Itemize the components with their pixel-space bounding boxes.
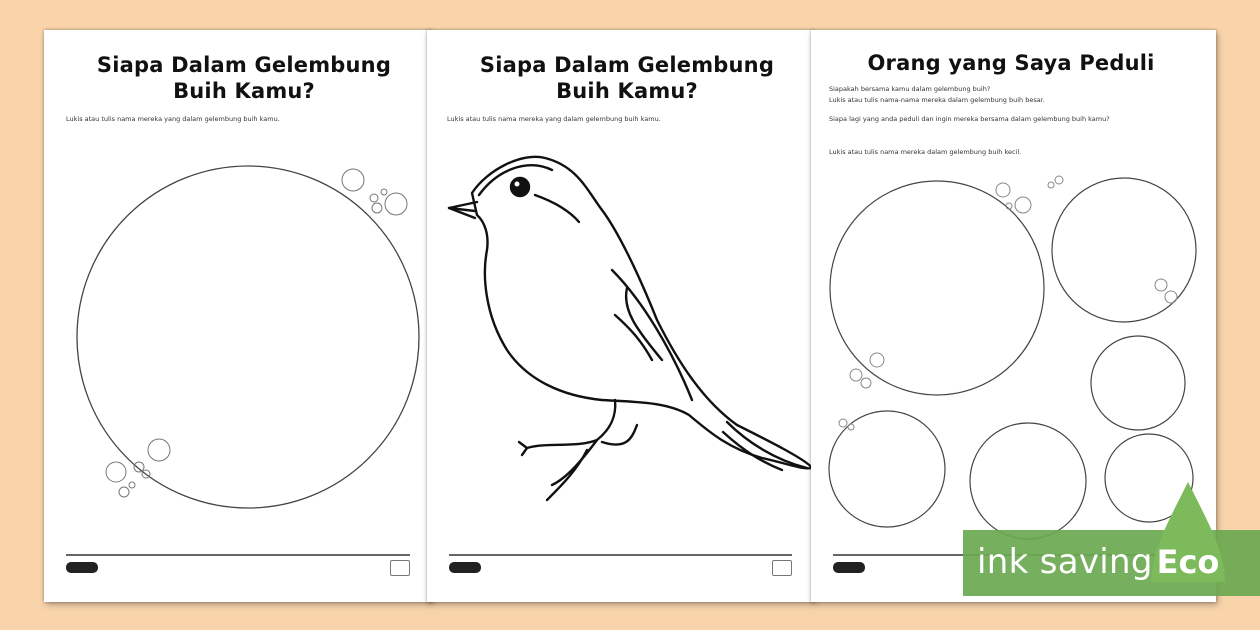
small-bubbles-cluster <box>839 176 1177 430</box>
bubble-drawing-area <box>44 30 432 602</box>
page-title: Orang yang Saya Peduli <box>867 51 1155 75</box>
robin-bird-illustration <box>427 30 814 602</box>
twinkl-logo <box>66 562 98 573</box>
medium-bubble <box>1052 178 1196 322</box>
page-title: Siapa Dalam Gelembung Buih Kamu? <box>96 53 392 103</box>
twinkl-logo <box>833 562 865 573</box>
page-title: Siapa Dalam Gelembung Buih Kamu? <box>479 53 775 103</box>
footer-divider <box>449 554 792 556</box>
instruction-text: Siapa lagi yang anda peduli dan ingin mereka bersama dalam gelembung buih kamu? <box>829 115 1110 123</box>
ink-saving-eco-badge <box>963 530 1260 596</box>
instruction-text: Siapakah bersama kamu dalam gelembung buih? <box>829 85 991 93</box>
instruction-text: Lukis atau tulis nama mereka yang dalam gelembung buih kamu. <box>447 115 661 123</box>
instruction-text: Lukis atau tulis nama mereka dalam gelembung buih kecil. <box>829 148 1022 156</box>
small-bubble <box>829 411 945 527</box>
worksheet-page-1 <box>44 30 432 602</box>
footer-badge-icon <box>390 560 410 576</box>
worksheet-page-2 <box>427 30 814 602</box>
footer-badge-icon <box>772 560 792 576</box>
instruction-text: Lukis atau tulis nama-nama mereka dalam gelembung buih besar. <box>829 96 1045 104</box>
badge-label: ink saving <box>977 542 1153 582</box>
small-bubbles-cluster <box>106 169 407 497</box>
large-bubble <box>830 181 1044 395</box>
large-bubble <box>77 166 419 508</box>
eco-label: Eco <box>1156 543 1220 581</box>
small-bubble <box>1091 336 1185 430</box>
twinkl-logo <box>449 562 481 573</box>
instruction-text: Lukis atau tulis nama mereka yang dalam gelembung buih kamu. <box>66 115 280 123</box>
footer-divider <box>66 554 410 556</box>
